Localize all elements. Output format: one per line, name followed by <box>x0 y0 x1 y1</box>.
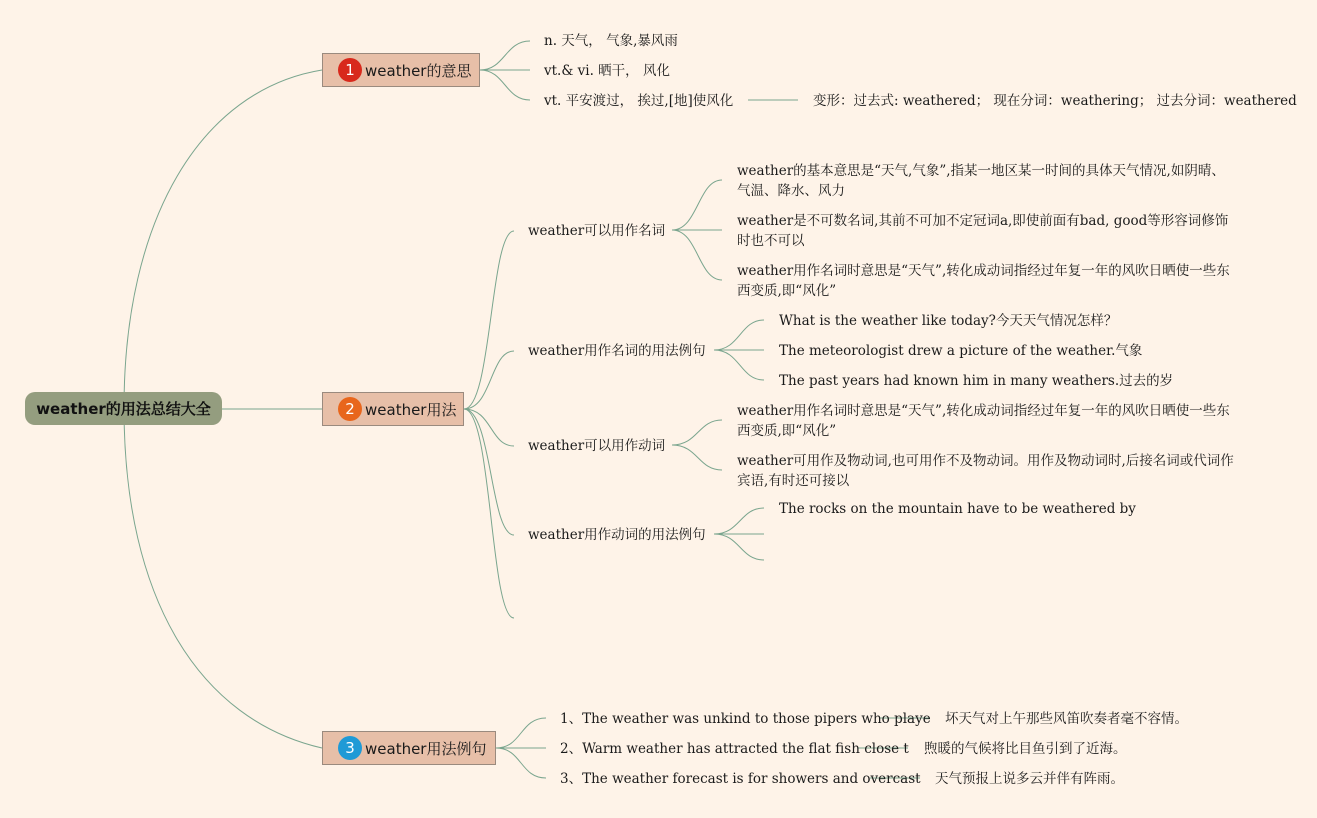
noun-note[interactable]: weather是不可数名词,其前不可加不定冠词a,即使前面有bad, good等形容词修饰时也不可以 <box>737 213 1229 249</box>
noun-example[interactable]: The meteorologist drew a picture of the weather.气象 <box>779 343 1143 359</box>
noun-note[interactable]: weather用作名词时意思是“天气”,转化成动词指经过年复一年的风吹日晒使一些东西变质,即“风化” <box>737 263 1230 299</box>
example-english[interactable]: 2、Warm weather has attracted the flat fish close t <box>560 741 909 757</box>
sub-topic-noun[interactable]: weather可以用作名词 <box>528 223 666 239</box>
verb-note[interactable]: weather可用作及物动词,也可用作不及物动词。用作及物动词时,后接名词或代词作宾语,有时还可接以 <box>737 453 1234 489</box>
sub-topic-noun-examples[interactable]: weather用作名词的用法例句 <box>528 343 706 359</box>
verb-example[interactable]: The rocks on the mountain have to be weathered by <box>779 501 1136 517</box>
branch-meaning[interactable] <box>322 53 480 87</box>
noun-note[interactable]: weather的基本意思是“天气,气象”,指某一地区某一时间的具体天气情况,如阴晴、气温、降水、风力 <box>737 163 1225 199</box>
noun-example[interactable]: What is the weather like today?今天天气情况怎样？ <box>779 313 1118 329</box>
branch-usage[interactable] <box>322 392 464 426</box>
number-badge-2: 2 <box>338 397 362 421</box>
sub-topic-verb-examples[interactable]: weather用作动词的用法例句 <box>528 527 706 543</box>
number-badge-3: 3 <box>338 736 362 760</box>
example-english[interactable]: 3、The weather forecast is for showers and overcast <box>560 771 921 787</box>
branch-label: weather的意思 <box>365 61 472 80</box>
example-chinese[interactable]: 煦暖的气候将比目鱼引到了近海。 <box>924 741 1127 757</box>
meaning-item[interactable]: vt.& vi. 晒干， 风化 <box>544 63 670 79</box>
branch-label: weather用法 <box>365 400 457 419</box>
example-chinese[interactable]: 坏天气对上午那些风笛吹奏者毫不容情。 <box>945 711 1188 727</box>
branch-examples[interactable] <box>322 731 496 765</box>
meaning-item[interactable]: n. 天气， 气象,暴风雨 <box>544 33 678 49</box>
example-chinese[interactable]: 天气预报上说多云并伴有阵雨。 <box>935 771 1124 787</box>
root-topic[interactable]: weather的用法总结大全 <box>25 392 222 425</box>
verb-note[interactable]: weather用作名词时意思是“天气”,转化成动词指经过年复一年的风吹日晒使一些东西变质,即“风化” <box>737 403 1230 439</box>
example-english[interactable]: 1、The weather was unkind to those pipers who playe <box>560 711 931 727</box>
number-badge-1: 1 <box>338 58 362 82</box>
verb-forms-detail[interactable]: 变形：过去式: weathered； 现在分词：weathering； 过去分词：weathered <box>813 93 1297 109</box>
sub-topic-verb[interactable]: weather可以用作动词 <box>528 438 666 454</box>
meaning-item[interactable]: vt. 平安渡过， 挨过,[地]使风化 <box>544 93 734 109</box>
noun-example[interactable]: The past years had known him in many weathers.过去的岁 <box>779 373 1174 389</box>
branch-label: weather用法例句 <box>365 739 487 758</box>
